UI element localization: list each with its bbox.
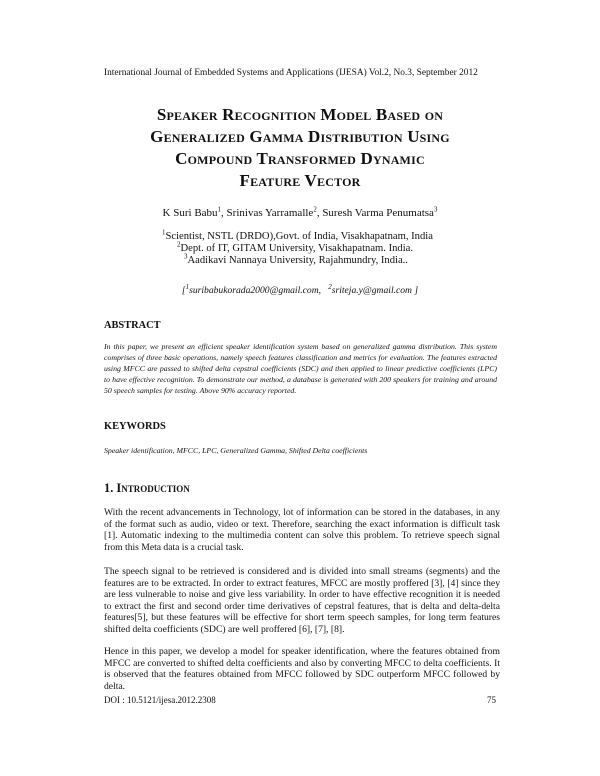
author-1: K Suri Babu — [162, 207, 218, 219]
author-1-sup: 1 — [217, 205, 222, 214]
intro-paragraph-1: With the recent advancements in Technology, lot of information can be stored in the databases, in any of the format such as audio, video or text. Therefore, searching the exact information is difficult task [1]. Automatic indexing to the multimedia content can solve this problem. To retrieve speech signal from this Meta data is a crucial task. — [104, 507, 500, 553]
abstract-heading: ABSTRACT — [104, 320, 161, 331]
title-line-4: Feature Vector — [239, 171, 361, 190]
intro-paragraph-3: Hence in this paper, we develop a model for speaker identification, where the features obtained from MFCC are converted to shifted delta coefficients and also by converting MFCC to delta coefficients. It is observed that the features obtained from MFCC followed by SDC outperform MFCC followed by delta. — [104, 646, 500, 692]
affiliation-1-text: Scientist, NSTL (DRDO),Govt. of India, Visakhapatnam, India — [165, 231, 433, 242]
title-line-2: Generalized Gamma Distribution Using — [150, 127, 450, 146]
affiliation-2-text: Dept. of IT, GITAM University, Visakhapatnam. India. — [180, 243, 414, 254]
email-2[interactable]: sriteja.y@gmail.com ] — [331, 285, 419, 296]
email-1-sup: 1 — [185, 282, 190, 291]
abstract-text: In this paper, we present an efficient speaker identification system based on generalized gamma distribution. This system comprises of three basic operations, namely speech features classification and metrics for evaluation. The features extracted using MFCC are passed to shifted delta cepstral coefficients (SDC) and then applied to linear predictive coefficients (LPC) to have effective recognition. To demonstrate our method, a database is generated with 200 speakers for training and around 50 speech samples for testing. Above 90% accuracy reported. — [104, 342, 497, 395]
author-3-sup: 3 — [433, 205, 438, 214]
keywords-text: Speaker identification, MFCC, LPC, Generalized Gamma, Shifted Delta coefficients — [104, 446, 368, 455]
introduction-heading: 1. Introduction — [104, 481, 190, 495]
author-3: , Suresh Varma Penumatsa — [316, 207, 434, 219]
email-2-sup: 2 — [328, 282, 332, 291]
affiliation-3 — [184, 252, 600, 267]
affiliation-1-sup: 1 — [162, 228, 166, 237]
title-line-3: Compound Transformed Dynamic — [175, 149, 425, 168]
affiliation-3-sup: 3 — [184, 252, 188, 261]
author-emails — [0, 282, 600, 296]
journal-header: International Journal of Embedded Systems and Applications (IJESA) Vol.2, No.3, September 2012 — [104, 68, 478, 78]
email-1[interactable]: suribabukorada2000@gmail.com, — [189, 285, 322, 296]
affiliation-3-text: Aadikavi Nannaya University, Rajahmundry, India.. — [187, 255, 408, 266]
affiliation-2-sup: 2 — [177, 240, 181, 249]
page-number: 75 — [487, 695, 496, 705]
paper-title — [80, 104, 520, 192]
title-line-1: Speaker Recognition Model Based on — [156, 105, 444, 124]
author-list — [0, 207, 600, 219]
affiliation-1 — [162, 228, 600, 243]
footer-doi: DOI : 10.5121/ijesa.2012.2308 — [104, 695, 216, 705]
affiliations — [0, 228, 600, 267]
author-2: , Srinivas Yarramalle — [221, 207, 314, 219]
intro-paragraph-2: The speech signal to be retrieved is considered and is divided into small streams (segments) and the features are to be extracted. In order to extract features, MFCC are mostly proffered [3], [4] since they are less vulnerable to noise and give less variability. In order to have effective recognition it is needed to extract the first and second order time derivatives of cepstral features, that is delta and delta-delta features[5], but these features will be effective for short term speech samples, for long term features shifted delta coefficients (SDC) are well proffered [6], [7], [8]. — [104, 566, 500, 635]
email-open-bracket: [ — [181, 285, 186, 296]
author-2-sup: 2 — [313, 205, 317, 214]
keywords-heading: KEYWORDS — [104, 421, 166, 432]
affiliation-2 — [177, 240, 600, 255]
